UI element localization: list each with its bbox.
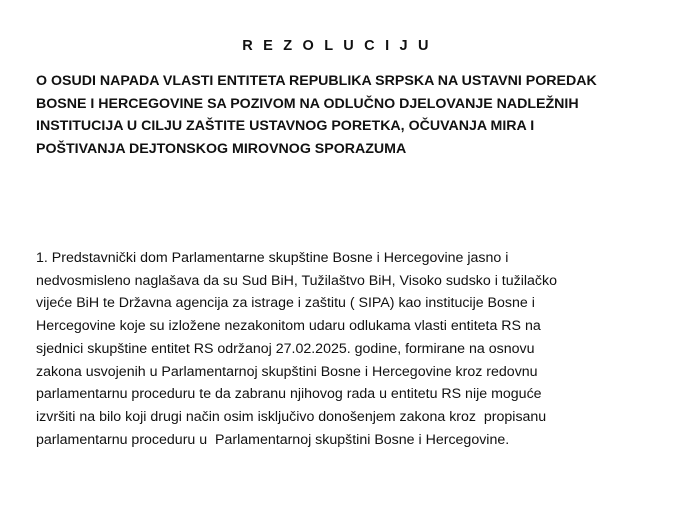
subject-line: BOSNE I HERCEGOVINE SA POZIVOM NA ODLUČNO DJELOVANJE NADLEŽNIH (36, 95, 579, 112)
subject-line: INSTITUCIJA U CILJU ZAŠTITE USTAVNOG PORETKA, OČUVANJA MIRA I (36, 118, 535, 134)
paragraph-line: parlamentarnu proceduru te da zabranu njihovog rada u entitetu RS nije moguće (36, 386, 542, 403)
subject-line: O OSUDI NAPADA VLASTI ENTITETA REPUBLIKA SRPSKA NA USTAVNI POREDAK (36, 73, 597, 89)
paragraph-1 (36, 247, 656, 451)
paragraph-line: Hercegovine koje su izložene nezakonitom udaru odlukama vlasti entiteta RS na (36, 318, 541, 335)
paragraph-line: nedvosmisleno naglašava da su Sud BiH, Tužilaštvo BiH, Visoko sudsko i tužilačko (36, 272, 558, 289)
resolution-subject (36, 70, 656, 160)
paragraph-line: sjednici skupštine entitet RS održanoj 27.02.2025. godine, formirane na osnovu (36, 340, 535, 357)
document-heading: R E Z O L U C I J U (242, 38, 432, 54)
paragraph-line: zakona usvojenih u Parlamentarnoj skupštini Bosne i Hercegovine kroz redovnu (36, 363, 538, 380)
paragraph-line: vijeće BiH te Državna agencija za istrage i zaštitu ( SIPA) kao institucije Bosne i (36, 295, 535, 312)
paragraph-line: izvršiti na bilo koji drugi način osim isključivo donošenjem zakona kroz propisanu (36, 408, 547, 425)
paragraph-line: parlamentarnu proceduru u Parlamentarnoj skupštini Bosne i Hercegovine. (36, 431, 510, 448)
paragraph-line: 1. Predstavnički dom Parlamentarne skupštine Bosne i Hercegovine jasno i (36, 250, 509, 266)
subject-line: POŠTIVANJA DEJTONSKOG MIROVNOG SPORAZUMA (36, 140, 407, 157)
